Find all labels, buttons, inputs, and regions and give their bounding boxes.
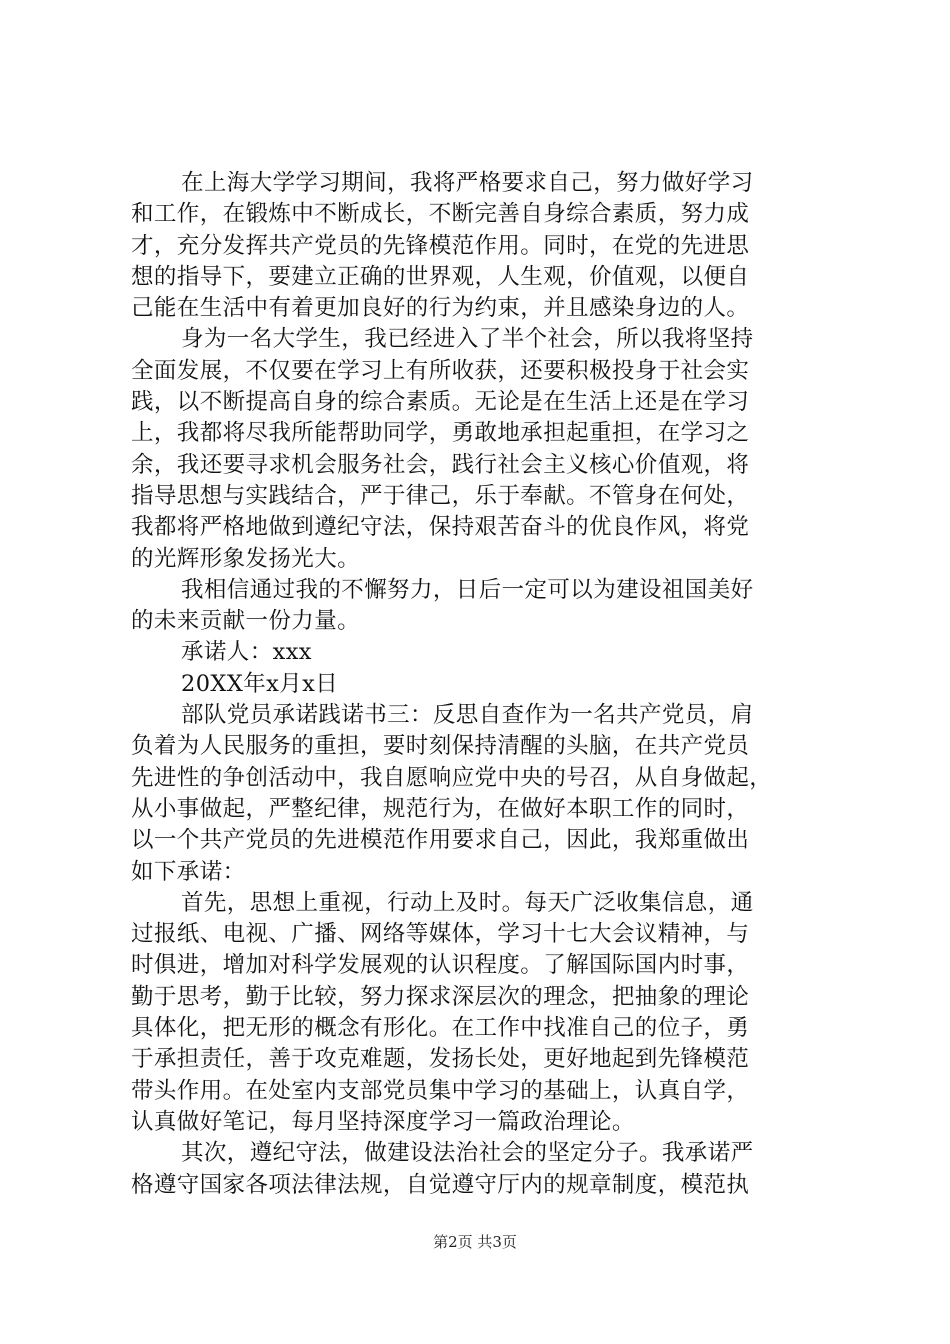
text-line: 格遵守国家各项法律法规，自觉遵守厅内的规章制度，模范执 — [131, 1171, 750, 1198]
paragraph — [131, 575, 831, 638]
text-line: 20XX年x月x日 — [181, 670, 339, 697]
paragraph — [131, 324, 831, 574]
paragraph — [131, 888, 831, 1138]
text-line: 负着为人民服务的重担，要时刻保持清醒的头脑，在共产党员 — [131, 733, 750, 760]
text-line: 其次，遵纪守法，做建设法治社会的坚定分子。我承诺严 — [181, 1140, 754, 1167]
text-line: 己能在生活中有着更加良好的行为约束，并且感染身边的人。 — [131, 295, 750, 322]
paragraph — [131, 669, 831, 700]
text-line: 余，我还要寻求机会服务社会，践行社会主义核心价值观，将 — [131, 451, 750, 478]
text-line: 想的指导下，要建立正确的世界观，人生观，价值观，以便自 — [131, 263, 750, 290]
text-line: 全面发展，不仅要在学习上有所收获，还要积极投身于社会实 — [131, 357, 750, 384]
paragraph — [131, 700, 831, 888]
text-line: 于承担责任，善于攻克难题，发扬长处，更好地起到先锋模范 — [131, 1046, 750, 1073]
paragraph — [131, 637, 831, 668]
text-line: 的光辉形象发扬光大。 — [131, 545, 361, 572]
text-line: 先进性的争创活动中，我自愿响应党中央的号召，从自身做起， — [131, 764, 773, 791]
text-line: 过报纸、电视、广播、网络等媒体，学习十七大会议精神，与 — [131, 921, 750, 948]
text-line: 首先，思想上重视，行动上及时。每天广泛收集信息，通 — [181, 889, 754, 916]
page-footer: 第2页 共3页 — [433, 1233, 517, 1251]
text-line: 承诺人：xxx — [181, 639, 312, 666]
text-line: 从小事做起，严整纪律，规范行为，在做好本职工作的同时， — [131, 795, 750, 822]
text-line: 具体化，把无形的概念有形化。在工作中找准自己的位子，勇 — [131, 1015, 750, 1042]
text-line: 认真做好笔记，每月坚持深度学习一篇政治理论。 — [131, 1108, 635, 1135]
text-line: 指导思想与实践结合，严于律己，乐于奉献。不管身在何处， — [131, 482, 750, 509]
text-line: 我相信通过我的不懈努力，日后一定可以为建设祖国美好 — [181, 576, 754, 603]
text-line: 时俱进，增加对科学发展观的认识程度。了解国际国内时事， — [131, 952, 750, 979]
text-line: 我都将严格地做到遵纪守法，保持艰苦奋斗的优良作风，将党 — [131, 514, 750, 541]
paragraph — [131, 1138, 831, 1201]
text-line: 和工作，在锻炼中不断成长，不断完善自身综合素质，努力成 — [131, 201, 750, 228]
paragraph — [131, 168, 831, 324]
text-line: 上，我都将尽我所能帮助同学，勇敢地承担起重担，在学习之 — [131, 420, 750, 447]
text-line: 如下承诺： — [131, 858, 246, 885]
text-line: 的未来贡献一份力量。 — [131, 608, 361, 635]
text-line: 以一个共产党员的先进模范作用要求自己，因此，我郑重做出 — [131, 827, 750, 854]
text-line: 在上海大学学习期间，我将严格要求自己，努力做好学习 — [181, 170, 754, 196]
document-body — [131, 168, 831, 1201]
text-line: 勤于思考，勤于比较，努力探求深层次的理念，把抽象的理论 — [131, 983, 750, 1010]
text-line: 才，充分发挥共产党员的先锋模范作用。同时，在党的先进思 — [131, 232, 750, 259]
text-line: 部队党员承诺践诺书三：反思自查作为一名共产党员，肩 — [181, 702, 754, 729]
text-line: 践，以不断提高自身的综合素质。无论是在生活上还是在学习 — [131, 389, 750, 416]
text-line: 带头作用。在处室内支部党员集中学习的基础上，认真自学， — [131, 1077, 750, 1104]
text-line: 身为一名大学生，我已经进入了半个社会，所以我将坚持 — [181, 326, 754, 353]
